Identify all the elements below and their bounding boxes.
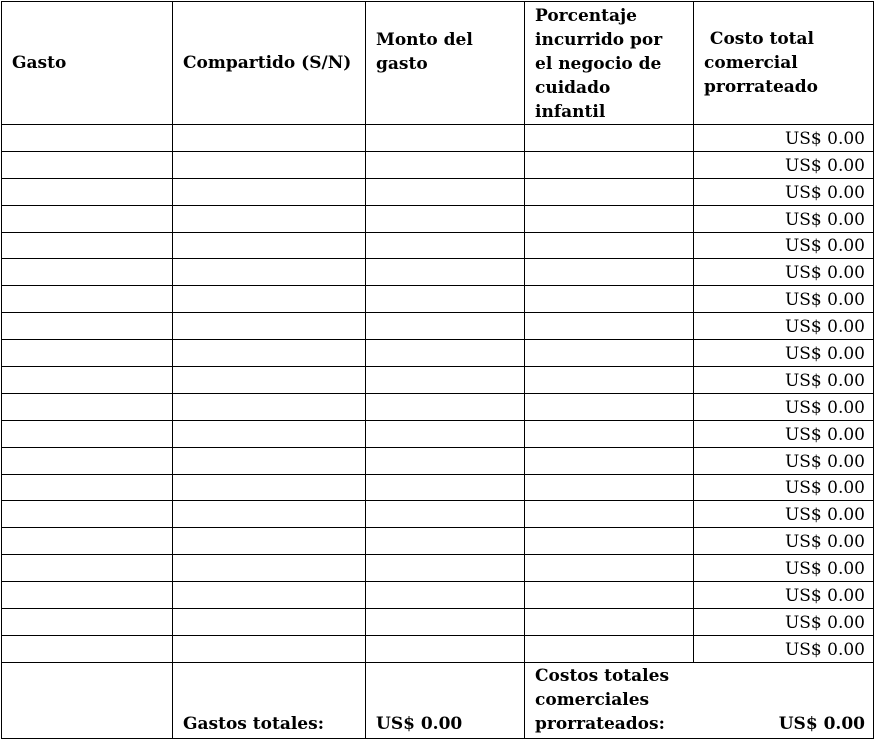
total-expenses-value[interactable]: US$ 0.00	[366, 662, 525, 738]
monto-cell[interactable]	[366, 205, 525, 232]
table-row	[2, 151, 874, 178]
compartido-cell[interactable]	[173, 313, 366, 340]
compartido-cell[interactable]	[173, 205, 366, 232]
gasto-cell[interactable]	[2, 501, 173, 528]
header-porcentaje: Porcentaje incurrido por el negocio de cuidado infantil	[525, 2, 694, 125]
compartido-cell[interactable]	[173, 420, 366, 447]
porcentaje-cell[interactable]	[525, 367, 694, 394]
gasto-cell[interactable]	[2, 151, 173, 178]
compartido-cell[interactable]	[173, 474, 366, 501]
compartido-cell[interactable]	[173, 635, 366, 662]
table-row	[2, 501, 874, 528]
prorated-cost-cell: US$ 0.00	[694, 393, 874, 420]
gasto-cell[interactable]	[2, 420, 173, 447]
expense-table	[1, 1, 874, 739]
table-row	[2, 340, 874, 367]
monto-cell[interactable]	[366, 528, 525, 555]
gasto-cell[interactable]	[2, 393, 173, 420]
monto-cell[interactable]	[366, 259, 525, 286]
prorated-cost-cell: US$ 0.00	[694, 259, 874, 286]
prorated-cost-cell: US$ 0.00	[694, 151, 874, 178]
totals-row	[2, 662, 874, 738]
porcentaje-cell[interactable]	[525, 474, 694, 501]
compartido-cell[interactable]	[173, 232, 366, 259]
prorated-cost-cell: US$ 0.00	[694, 635, 874, 662]
prorated-cost-cell: US$ 0.00	[694, 313, 874, 340]
gasto-cell[interactable]	[2, 582, 173, 609]
prorated-cost-cell: US$ 0.00	[694, 205, 874, 232]
gasto-cell[interactable]	[2, 286, 173, 313]
porcentaje-cell[interactable]	[525, 393, 694, 420]
prorated-cost-cell: US$ 0.00	[694, 125, 874, 152]
porcentaje-cell[interactable]	[525, 528, 694, 555]
prorated-cost-cell: US$ 0.00	[694, 447, 874, 474]
compartido-cell[interactable]	[173, 178, 366, 205]
compartido-cell[interactable]	[173, 582, 366, 609]
porcentaje-cell[interactable]	[525, 259, 694, 286]
porcentaje-cell[interactable]	[525, 501, 694, 528]
monto-cell[interactable]	[366, 232, 525, 259]
monto-cell[interactable]	[366, 635, 525, 662]
monto-cell[interactable]	[366, 501, 525, 528]
table-row	[2, 609, 874, 636]
gasto-cell[interactable]	[2, 125, 173, 152]
prorated-cost-cell: US$ 0.00	[694, 501, 874, 528]
prorated-cost-cell: US$ 0.00	[694, 474, 874, 501]
porcentaje-cell[interactable]	[525, 635, 694, 662]
monto-cell[interactable]	[366, 367, 525, 394]
monto-cell[interactable]	[366, 582, 525, 609]
compartido-cell[interactable]	[173, 555, 366, 582]
monto-cell[interactable]	[366, 609, 525, 636]
monto-cell[interactable]	[366, 151, 525, 178]
porcentaje-cell[interactable]	[525, 582, 694, 609]
monto-cell[interactable]	[366, 125, 525, 152]
compartido-cell[interactable]	[173, 151, 366, 178]
porcentaje-cell[interactable]	[525, 205, 694, 232]
prorated-cost-cell: US$ 0.00	[694, 420, 874, 447]
compartido-cell[interactable]	[173, 367, 366, 394]
total-prorated-value[interactable]: US$ 0.00	[778, 713, 865, 734]
compartido-cell[interactable]	[173, 393, 366, 420]
porcentaje-cell[interactable]	[525, 420, 694, 447]
monto-cell[interactable]	[366, 420, 525, 447]
gasto-cell[interactable]	[2, 367, 173, 394]
table-row	[2, 420, 874, 447]
prorated-cost-cell: US$ 0.00	[694, 367, 874, 394]
prorated-cost-cell: US$ 0.00	[694, 178, 874, 205]
gasto-cell[interactable]	[2, 259, 173, 286]
table-row	[2, 474, 874, 501]
header-compartido: Compartido (S/N)	[173, 2, 366, 125]
prorated-cost-cell: US$ 0.00	[694, 232, 874, 259]
table-row	[2, 313, 874, 340]
porcentaje-cell[interactable]	[525, 313, 694, 340]
porcentaje-cell[interactable]	[525, 178, 694, 205]
monto-cell[interactable]	[366, 313, 525, 340]
porcentaje-cell[interactable]	[525, 286, 694, 313]
prorated-cost-cell: US$ 0.00	[694, 286, 874, 313]
porcentaje-cell[interactable]	[525, 151, 694, 178]
monto-cell[interactable]	[366, 555, 525, 582]
monto-cell[interactable]	[366, 447, 525, 474]
gasto-cell[interactable]	[2, 609, 173, 636]
gasto-cell[interactable]	[2, 447, 173, 474]
compartido-cell[interactable]	[173, 609, 366, 636]
header-row	[2, 2, 874, 125]
table-row	[2, 635, 874, 662]
porcentaje-cell[interactable]	[525, 609, 694, 636]
compartido-cell[interactable]	[173, 447, 366, 474]
monto-cell[interactable]	[366, 340, 525, 367]
table-row	[2, 125, 874, 152]
gasto-cell[interactable]	[2, 232, 173, 259]
header-gasto: Gasto	[2, 2, 173, 125]
porcentaje-cell[interactable]	[525, 125, 694, 152]
prorated-cost-cell: US$ 0.00	[694, 528, 874, 555]
gasto-cell[interactable]	[2, 555, 173, 582]
gasto-cell[interactable]	[2, 205, 173, 232]
porcentaje-cell[interactable]	[525, 555, 694, 582]
monto-cell[interactable]	[366, 178, 525, 205]
prorated-cost-cell: US$ 0.00	[694, 582, 874, 609]
table-row	[2, 555, 874, 582]
totals-empty-cell	[2, 662, 173, 738]
table-row	[2, 367, 874, 394]
compartido-cell[interactable]	[173, 501, 366, 528]
compartido-cell[interactable]	[173, 286, 366, 313]
total-prorated-label: Costos totales comerciales prorrateados:	[535, 665, 670, 734]
table-row	[2, 178, 874, 205]
table-row	[2, 286, 874, 313]
table-row	[2, 205, 874, 232]
table-row	[2, 259, 874, 286]
header-costo-prorrateado: Costo total comercial prorrateado	[694, 2, 874, 125]
gasto-cell[interactable]	[2, 313, 173, 340]
monto-cell[interactable]	[366, 286, 525, 313]
gasto-cell[interactable]	[2, 178, 173, 205]
total-prorated-cell	[525, 662, 874, 738]
table-row	[2, 393, 874, 420]
table-row	[2, 582, 874, 609]
compartido-cell[interactable]	[173, 528, 366, 555]
table-row	[2, 232, 874, 259]
total-expenses-label: Gastos totales:	[173, 662, 366, 738]
porcentaje-cell[interactable]	[525, 232, 694, 259]
porcentaje-cell[interactable]	[525, 340, 694, 367]
gasto-cell[interactable]	[2, 474, 173, 501]
prorated-cost-cell: US$ 0.00	[694, 555, 874, 582]
compartido-cell[interactable]	[173, 125, 366, 152]
gasto-cell[interactable]	[2, 635, 173, 662]
prorated-cost-cell: US$ 0.00	[694, 340, 874, 367]
gasto-cell[interactable]	[2, 340, 173, 367]
compartido-cell[interactable]	[173, 259, 366, 286]
gasto-cell[interactable]	[2, 528, 173, 555]
porcentaje-cell[interactable]	[525, 447, 694, 474]
table-row	[2, 447, 874, 474]
monto-cell[interactable]	[366, 474, 525, 501]
monto-cell[interactable]	[366, 393, 525, 420]
table-row	[2, 528, 874, 555]
compartido-cell[interactable]	[173, 340, 366, 367]
prorated-cost-cell: US$ 0.00	[694, 609, 874, 636]
header-monto: Monto del gasto	[366, 2, 525, 125]
